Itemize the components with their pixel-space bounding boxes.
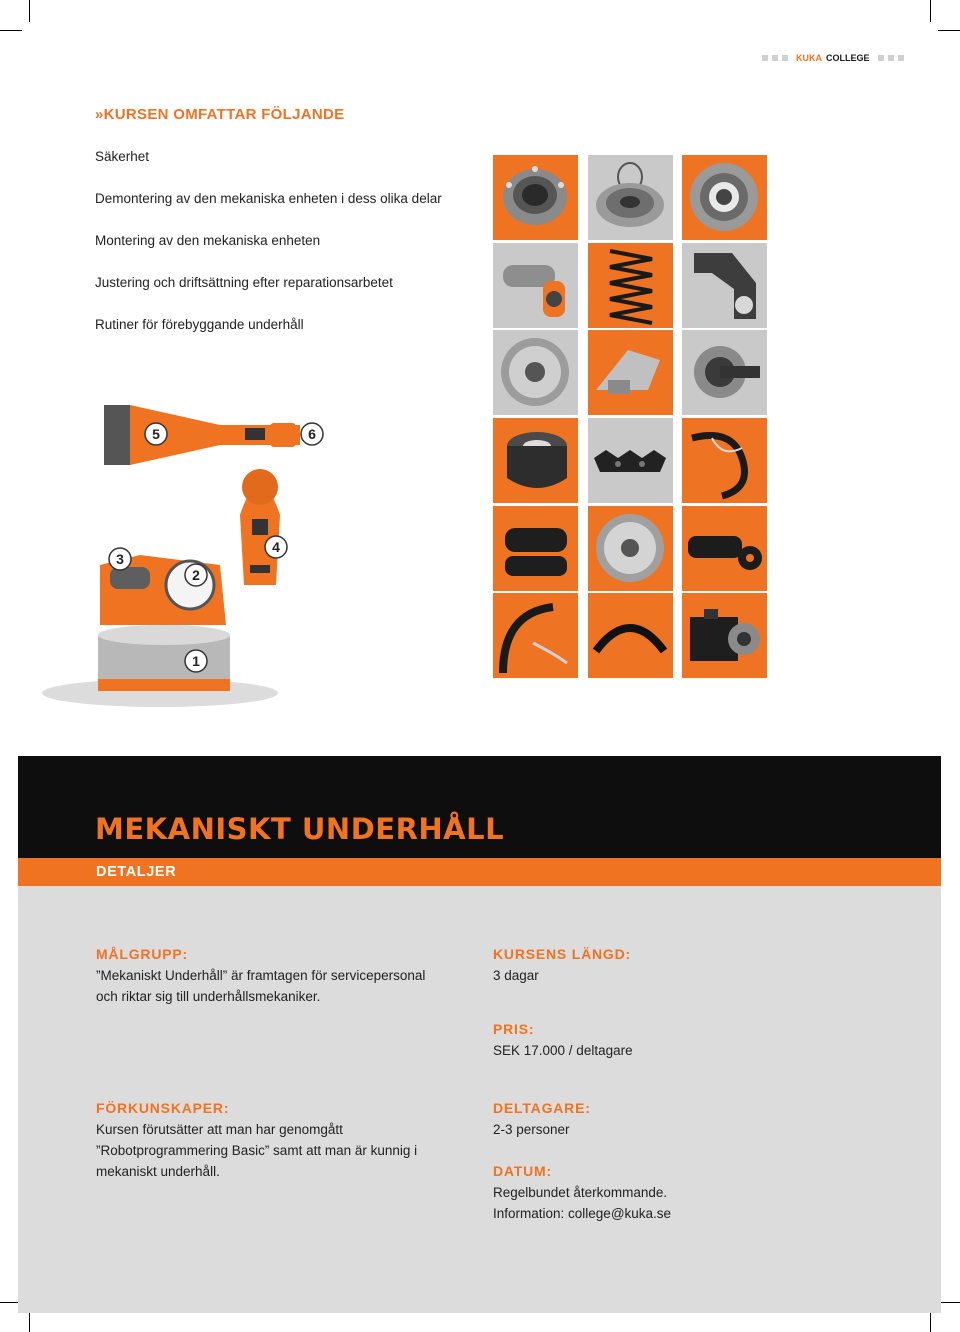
crop-mark — [930, 1310, 931, 1332]
gear-housing-icon — [493, 155, 578, 240]
section-label: DETALJER — [96, 864, 177, 880]
list-item: Justering och driftsättning efter reparationsarbetet — [95, 275, 393, 290]
pulley-icon — [493, 330, 578, 415]
list-item: Demontering av den mekaniska enheten i dess olika delar — [95, 191, 442, 206]
intro-title: »KURSEN OMFATTAR FÖLJANDE — [95, 106, 345, 123]
dates — [493, 1163, 793, 1224]
exploded-robot-diagram — [40, 395, 340, 715]
brand-college: COLLEGE — [826, 53, 870, 63]
price — [493, 1021, 793, 1061]
prerequisites — [96, 1100, 476, 1182]
servo-motor-icon — [682, 593, 767, 678]
target-group-label: MÅLGRUPP: — [96, 946, 188, 962]
crop-mark — [938, 1302, 960, 1303]
crop-mark — [930, 0, 931, 22]
bearing-icon — [588, 155, 673, 240]
list-item: Rutiner för förebyggande underhåll — [95, 317, 304, 332]
prerequisites-text: mekaniskt underhåll. — [96, 1164, 220, 1179]
price-value: SEK 17.000 / deltagare — [493, 1043, 633, 1058]
square-icon — [888, 55, 894, 61]
list-item: Säkerhet — [95, 149, 150, 164]
brand-kuka: KUKA — [796, 53, 822, 63]
list-item: Montering av den mekaniska enheten — [95, 233, 321, 248]
square-icon — [782, 55, 788, 61]
motor-shaft-icon — [682, 330, 767, 415]
callout-4 — [265, 536, 287, 558]
robot-arm-icon — [682, 243, 767, 328]
crop-mark — [29, 1310, 30, 1332]
square-icon — [762, 55, 768, 61]
wheel-icon — [588, 506, 673, 591]
intro-list — [95, 148, 485, 358]
target-group-text: och riktar sig till underhållsmekaniker. — [96, 989, 321, 1004]
svg-text:6: 6 — [308, 426, 316, 442]
participants — [493, 1100, 793, 1140]
course-length — [493, 946, 793, 986]
hose-icon — [493, 593, 578, 678]
svg-text:4: 4 — [272, 539, 280, 555]
parts-photo-grid — [493, 155, 773, 678]
target-group — [96, 946, 476, 1007]
prerequisites-label: FÖRKUNSKAPER: — [96, 1100, 230, 1116]
square-icon — [898, 55, 904, 61]
svg-text:1: 1 — [192, 653, 200, 669]
counterbalance-icon — [682, 506, 767, 591]
bracket-icon — [588, 418, 673, 503]
dates-text: Regelbundet återkommande. — [493, 1185, 668, 1200]
callout-3 — [109, 548, 131, 570]
square-icon — [772, 55, 778, 61]
svg-text:3: 3 — [116, 551, 124, 567]
svg-text:2: 2 — [192, 567, 200, 583]
wrist-unit-icon — [493, 243, 578, 328]
prerequisites-text: ”Robotprogrammering Basic” samt att man är kunnig i — [96, 1143, 418, 1158]
flange-ring-icon — [682, 155, 767, 240]
course-title: MEKANISKT UNDERHÅLL — [95, 812, 505, 846]
callout-6 — [301, 423, 323, 445]
target-group-text: ”Mekaniskt Underhåll” är framtagen för servicepersonal — [96, 968, 426, 983]
price-label: PRIS: — [493, 1021, 535, 1037]
crop-mark — [0, 30, 22, 31]
dates-label: DATUM: — [493, 1163, 552, 1179]
prerequisites-text: Kursen förutsätter att man har genomgått — [96, 1122, 343, 1137]
callout-2 — [185, 564, 207, 586]
crop-mark — [29, 0, 30, 22]
belt-icon — [588, 593, 673, 678]
participants-value: 2-3 personer — [493, 1122, 570, 1137]
arm-link-icon — [588, 330, 673, 415]
course-length-value: 3 dagar — [493, 968, 539, 983]
course-length-label: KURSENS LÄNGD: — [493, 946, 631, 962]
callout-1 — [185, 650, 207, 672]
brand-header — [762, 53, 904, 63]
dates-contact[interactable]: Information: college@kuka.se — [493, 1206, 672, 1221]
cable-icon — [682, 418, 767, 503]
cylinder-icon — [493, 506, 578, 591]
base-housing-icon — [493, 418, 578, 503]
spring-icon — [588, 243, 673, 328]
participants-label: DELTAGARE: — [493, 1100, 591, 1116]
crop-mark — [938, 30, 960, 31]
callout-5 — [145, 423, 167, 445]
svg-text:5: 5 — [152, 426, 160, 442]
square-icon — [878, 55, 884, 61]
